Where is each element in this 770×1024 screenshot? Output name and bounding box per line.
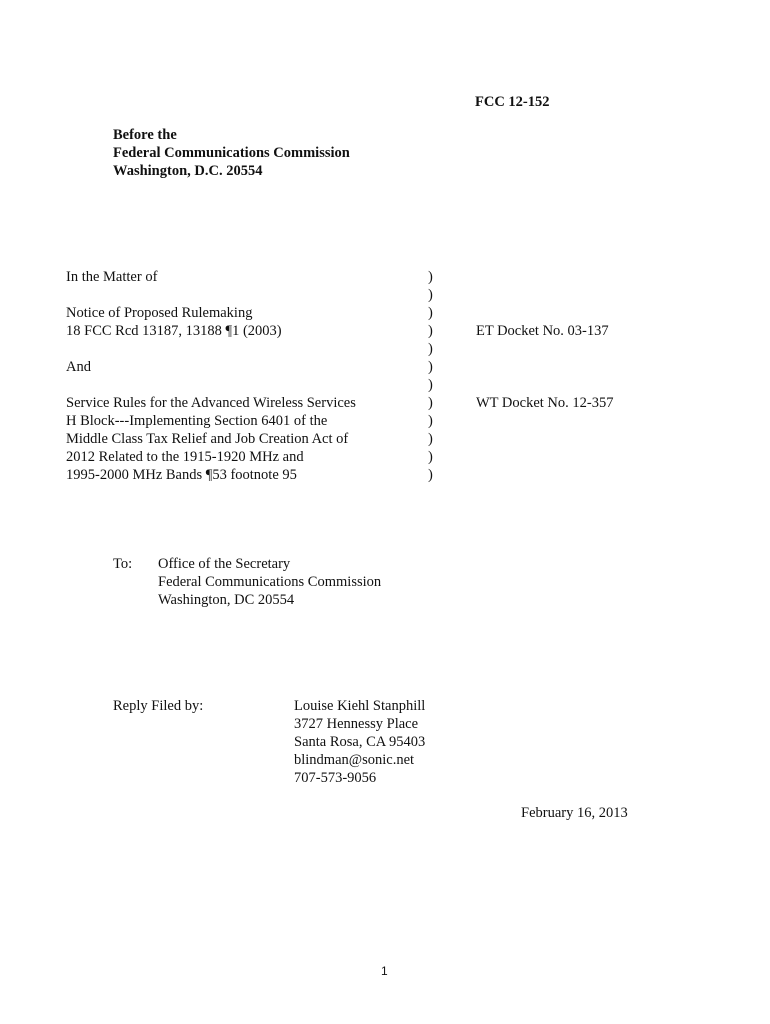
paren: ) (428, 287, 433, 303)
paren: ) (428, 305, 433, 321)
page-number: 1 (381, 964, 388, 978)
caption-line: Notice of Proposed Rulemaking (66, 305, 253, 321)
caption-line: H Block---Implementing Section 6401 of the (66, 413, 328, 429)
et-docket: ET Docket No. 03-137 (476, 323, 609, 339)
doc-number: FCC 12-152 (475, 94, 550, 110)
caption-line: 18 FCC Rcd 13187, 13188 ¶1 (2003) (66, 323, 282, 339)
filer-city: Santa Rosa, CA 95403 (294, 734, 426, 750)
paren: ) (428, 413, 433, 429)
paren: ) (428, 323, 433, 339)
caption-spacer (66, 286, 356, 304)
caption-title (66, 268, 356, 484)
reply-label: Reply Filed by: (113, 698, 204, 714)
paren: ) (428, 359, 433, 375)
agency-header (113, 126, 350, 180)
to-line: Federal Communications Commission (158, 574, 382, 590)
filer-phone: 707-573-9056 (294, 770, 377, 786)
agency-line: Washington, D.C. 20554 (113, 163, 263, 179)
filing-date: February 16, 2013 (521, 805, 628, 821)
to-line: Washington, DC 20554 (158, 592, 295, 608)
caption-parens (428, 268, 433, 484)
to-line: Office of the Secretary (158, 556, 291, 572)
paren: ) (428, 377, 433, 393)
agency-line: Before the (113, 127, 177, 143)
caption-line: Middle Class Tax Relief and Job Creation Act of (66, 431, 349, 447)
caption-line: 1995-2000 MHz Bands ¶53 footnote 95 (66, 467, 297, 483)
agency-line: Federal Communications Commission (113, 145, 350, 161)
caption-line: Service Rules for the Advanced Wireless Services (66, 395, 356, 411)
caption-line: And (66, 359, 91, 375)
paren: ) (428, 467, 433, 483)
paren: ) (428, 269, 433, 285)
paren: ) (428, 341, 433, 357)
filer-name: Louise Kiehl Stanphill (294, 698, 426, 714)
filer-info (294, 697, 425, 787)
caption-line: In the Matter of (66, 269, 158, 285)
paren: ) (428, 395, 433, 411)
filer-street: 3727 Hennessy Place (294, 716, 419, 732)
wt-docket: WT Docket No. 12-357 (476, 395, 614, 411)
caption-line: 2012 Related to the 1915-1920 MHz and (66, 449, 304, 465)
paren: ) (428, 431, 433, 447)
caption-spacer (66, 340, 356, 358)
paren: ) (428, 449, 433, 465)
filer-email: blindman@sonic.net (294, 752, 415, 768)
to-label: To: (113, 556, 133, 572)
to-address (158, 555, 381, 609)
caption-spacer (66, 376, 356, 394)
